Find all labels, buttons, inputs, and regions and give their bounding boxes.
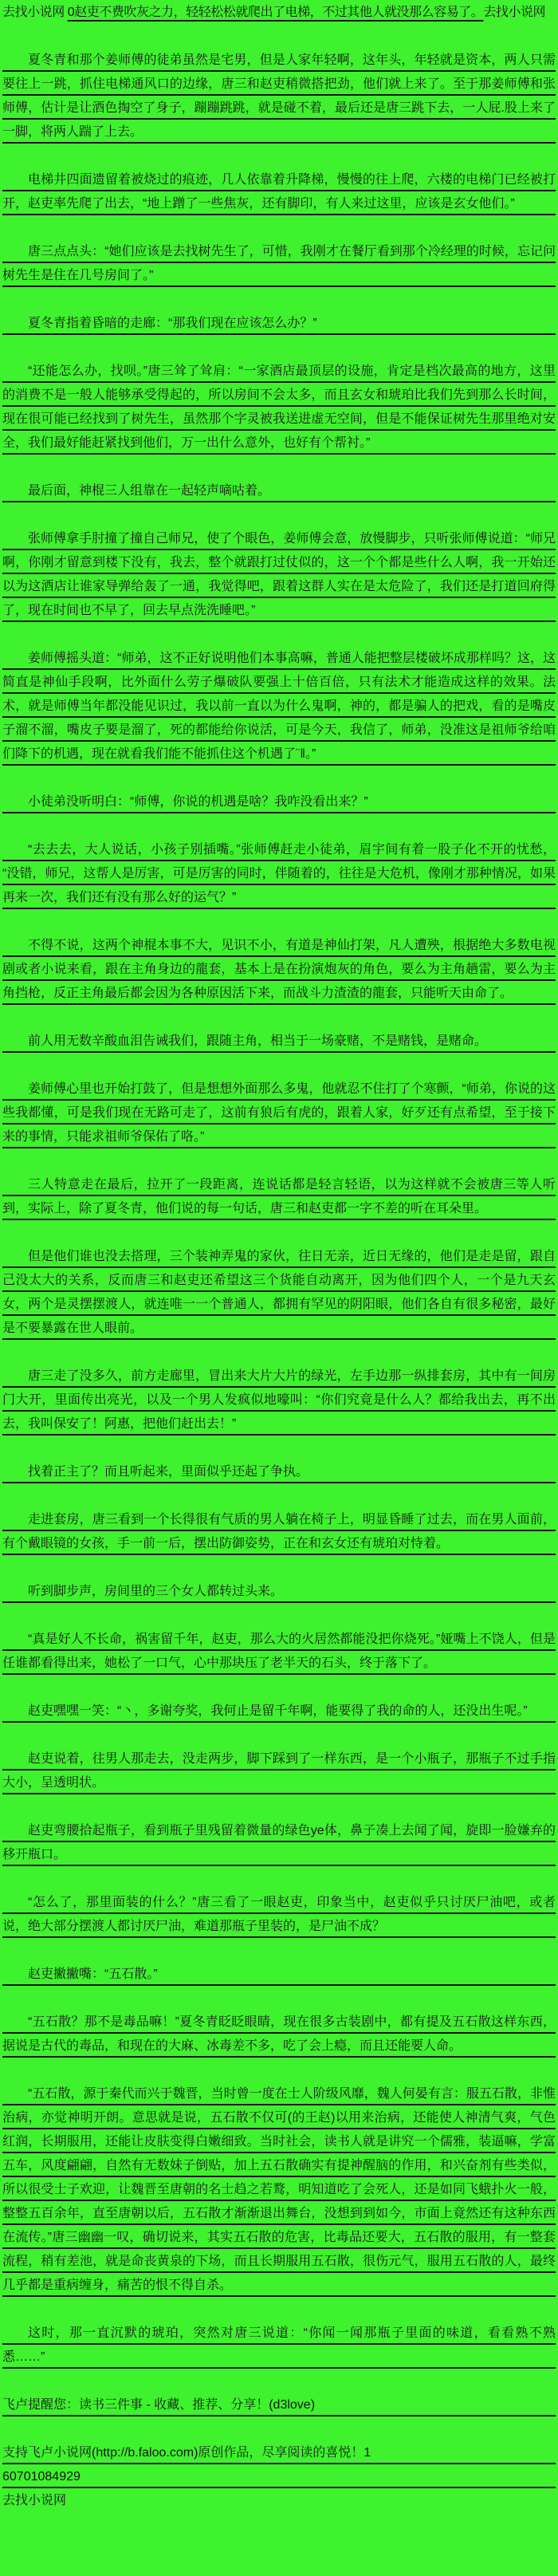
novel-paragraph: 赵吏撇撇嘴：“五石散。”: [2, 1963, 556, 1987]
site-name-footer: 去找小说网: [2, 2494, 67, 2507]
novel-paragraph: 走进套房，唐三看到一个长得很有气质的男人躺在椅子上，明显昏睡了过去，而在男人面前，有个戴眼镜的女孩，手一前一后，摆出防御姿势，正在和玄女还有琥珀对恃着。: [2, 1508, 556, 1556]
reader-reminder-line: 飞卢提醒您：读书三件事 - 收藏、推荐、分享！(d3love): [2, 2393, 556, 2417]
chapter-code-line: 60701084929: [2, 2465, 556, 2489]
novel-paragraph: “五石散？那不是毒品嘛！”夏冬青眨眨眼睛，现在很多古装剧中，都有提及五石散这样东西，据说是古代的毒品，和现在的大麻、冰毒差不多，吃了会上瘾，而且还能要人命。: [2, 2011, 556, 2058]
novel-paragraph: 不得不说，这两个神棍本事不大，见识不小，有道是神仙打架，凡人遭殃，根据绝大多数电视剧或者小说来看，跟在主角身边的龍套，基本上是在扮演炮灰的角色，要么为主角趟雷，要么为主角挡枪，反正主角最后都会因为各种原因活下来，而战斗力渣渣的龍套，只能听天由命了。: [2, 934, 556, 1006]
novel-paragraph: 电梯井四面遗留着被烧过的痕迹，几人依靠着升降梯，慢慢的往上爬，六楼的电梯门已经被打开，赵吏率先爬了出去，“地上蹭了一些焦灰，还有脚印，有人来过这里，应该是玄女他们。”: [2, 168, 556, 216]
site-watermark-right: 去找小说网: [483, 6, 546, 19]
novel-paragraph: 赵吏弯腰拾起瓶子，看到瓶子里残留着微量的绿色ye体，鼻子凑上去闻了闻，旋即一脸嫌弃的移开瓶口。: [2, 1819, 556, 1867]
novel-paragraph: 姜师傅心里也开始打鼓了，但是想想外面那么多鬼，他就忍不住打了个寒颤，“师弟，你说的这些我都懂，可是我们现在无路可走了，这前有狼后有虎的，跟着人家，好歹还有点希望，至于接下来的事情，只能求祖师爷保佑了咯。”: [2, 1077, 556, 1149]
novel-paragraph: 前人用无数辛酸血泪告诫我们，跟随主角，相当于一场豪赌，不是赌钱，是赌命。: [2, 1030, 556, 1054]
novel-paragraph: 小徒弟没听明白：“师傅，你说的机遇是啥？我咋没看出来？”: [2, 790, 556, 814]
novel-paragraph: “五石散，源于秦代而兴于魏晋，当时曾一度在士人阶级风靡，魏人何晏有言：服五石散，非惟治病，亦觉神明开朗。意思就是说，五石散不仅可(的王赵)以用来治病，还能使人神清气爽，气色红润，长期服用，还能让皮肤变得白嫩细致。当时社会，读书人就是讲究一个儒雅，装逼嘛，学富五车，风度翩翩，自然有无数妹子倒贴，加上五石散确实有提神醒脑的作用，和兴奋剂有些类似，所以很受士子欢迎，让魏晋至唐朝的名士趋之若鹜，明知道吃了会死人，还是如同飞蛾扑火一般，整整五百余年，直至唐朝以后，五石散才渐渐退出舞台，没想到到如今，市面上竟然还有这种东西在流传。”唐三幽幽一叹，确切说来，其实五石散的危害，比毒品还要大，五石散的服用，有一整套流程，稍有差池，就是命丧黄泉的下场，而且长期服用五石散，很伤元气，服用五石散的人，最终几乎都是重病缠身，痛苦的恨不得自杀。: [2, 2082, 556, 2298]
novel-paragraph: 最后面，神棍三人组靠在一起轻声嘀咕着。: [2, 479, 556, 503]
novel-paragraph: “还能怎么办，找呗。”唐三耸了耸肩：“一家酒店最顶层的设施，肯定是档次最高的地方，这里的消费不是一般人能够承受得起的，所以房间不会太多，而且玄女和琥珀比我们先到那么长时间，现在很可能已经找到了树先生，虽然那个字灵被我送进虚无空间，但是不能保证树先生那里绝对安全，我们最好能赶紧找到他们，万一出什么意外，也好有个帮衬。”: [2, 360, 556, 455]
novel-paragraph: 赵吏嘿嘿一笑：“丶，多谢夸奖，我何止是留千年啊，能要得了我的命的人，还没出生呢。”: [2, 1700, 556, 1723]
novel-paragraph: 唐三点点头：“她们应该是去找树先生了，可惜，我刚才在餐厅看到那个冷经理的时候，忘记问树先生是住在几号房间了。”: [2, 240, 556, 288]
novel-paragraph: 三人特意走在最后，拉开了一段距离，连说话都是轻言轻语，以为这样就不会被唐三等人听到，实际上，除了夏冬青，他们说的每一句话，唐三和赵吏都一字不差的听在耳朵里。: [2, 1173, 556, 1221]
novel-paragraph: 听到脚步声，房间里的三个女人都转过头来。: [2, 1580, 556, 1604]
novel-paragraph: 夏冬青和那个姜师傅的徒弟虽然是宅男，但是人家年轻啊，这年头，年轻就是资本，两人只需要往上一跳，抓住电梯通风口的边缘，唐三和赵吏稍微搭把劲，他们就上来了。至于那姜师傅和张师傅，估计是让酒色掏空了身子，蹦蹦跳跳，就是碰不着，最后还是唐三跳下去，一人屁.股上来了一脚，将两人踹了上去。: [2, 49, 556, 144]
support-site-line: 支持飞卢小说网(http://b.faloo.com)原创作品，尽享阅读的喜悦！1: [2, 2441, 556, 2465]
novel-paragraph: 姜师傅摇头道：“师弟，这不正好说明他们本事高嘛，普通人能把整层楼破坏成那样吗？这，这简直是神仙手段啊，比外面什么劳子爆破队要强上十倍百倍，只有法术才能造成这样的效果。法术，就是师傅当年都没能见识过，我以前一直以为什么鬼啊，神的，都是骗人的把戏，看的是嘴皮子溜不溜，嘴皮子要是溜了，死的都能给你说活，可是今天，我信了，师弟，没准这是祖师爷给咱们降下的机遇，现在就看我们能不能抓住这个机遇了¨‖。”: [2, 647, 556, 766]
novel-paragraph: “怎么了，那里面装的什么？”唐三看了一眼赵吏，印象当中，赵吏似乎只讨厌尸油吧，或者说，绝大部分摆渡人都讨厌尸油，难道那瓶子里装的，是尸油不成？: [2, 1891, 556, 1939]
novel-paragraph: 这时，那一直沉默的琥珀，突然对唐三说道：“你闻一闻那瓶子里面的味道，看看熟不熟悉……”: [2, 2322, 556, 2369]
novel-paragraph: 张师傅拿手肘撞了撞自己师兄，使了个眼色，姜师傅会意，放慢脚步，只听张师傅说道：“师兄啊，你刚才留意到楼下没有，我去，整个就跟打过仗似的，这一个个都是些什么人啊，我一开始还以为这酒店让谁家导弹给轰了一通，我觉得吧，跟着这群人实在是太危险了，我们还是打道回府得了，现在时间也不早了，回去早点洗洗睡吧。”: [2, 527, 556, 623]
novel-paragraph: 夏冬青指着昏暗的走廊：“那我们现在应该怎么办？”: [2, 312, 556, 336]
novel-paragraph: 唐三走了没多久，前方走廊里，冒出来大片大片的绿光，左手边那一纵排套房，其中有一间房门大开，里面传出亮光，以及一个男人发疯似地嚎叫：“你们究竟是什么人？都给我出去，再不出去，我叫保安了！阿惠，把他们赶出去！”: [2, 1365, 556, 1436]
header-opening-sentence: 0赵吏不费吹灰之力，轻轻松松就爬出了电梯，不过其他人就没那么容易了。: [67, 6, 484, 19]
novel-paragraph: 但是他们谁也没去搭理，三个装神弄鬼的家伙，往日无亲，近日无缘的，他们是走是留，跟自己没太大的关系，反而唐三和赵吏还希望这三个货能自动离开，因为他们四个人，一个是九天玄女，两个是灵摆摆渡人，就连唯一一个普通人，都拥有罕见的阴阳眼，他们各自有很多秘密，最好是不要暴露在世人眼前。: [2, 1245, 556, 1341]
novel-paragraph: 找着正主了？而且听起来，里面似乎还起了争执。: [2, 1460, 556, 1484]
novel-paragraph: “真是好人不长命，祸害留千年，赵吏，那么大的火居然都能没把你烧死。”娅嘴上不饶人，但是任谁都看得出来，她松了一口气，心中那块压了老半天的石头，终于落下了。: [2, 1628, 556, 1676]
chapter-header-line: [2, 1, 556, 25]
novel-paragraph: “去去去，大人说话，小孩子别插嘴。”张师傅赶走小徒弟，眉宇间有着一股子化不开的忧愁，“没错，师兄，这帮人是厉害，可是厉害的同时，伴随着的，往往是大危机，像刚才那种情况，如果再来一次，我们还有没有那么好的运气？”: [2, 838, 556, 910]
chapter-body: [2, 49, 556, 2369]
novel-paragraph: 赵吏说着，往男人那走去，没走两步，脚下踩到了一样东西，是一个小瓶子，那瓶子不过手指大小，呈透明状。: [2, 1747, 556, 1795]
site-watermark-left: 去找小说网: [2, 6, 68, 19]
